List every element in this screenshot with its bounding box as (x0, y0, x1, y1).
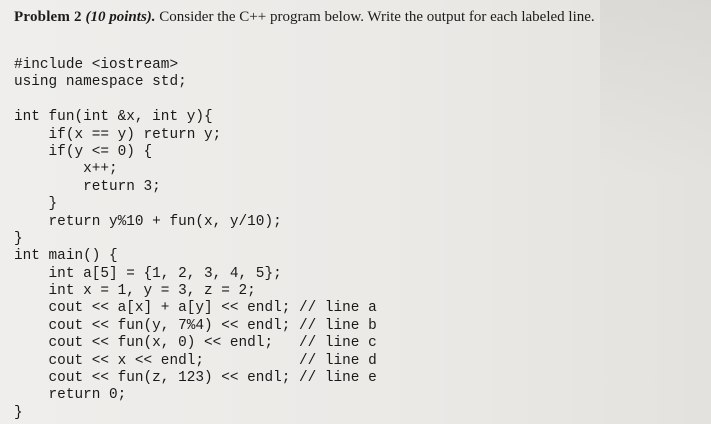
code-line-fun-increment: x++; (14, 161, 118, 178)
code-line-vars-decl: int x = 1, y = 3, z = 2; (14, 283, 256, 300)
code-line-fun-if-close: } (14, 196, 58, 213)
code-line-fun-close: } (14, 230, 23, 247)
code-line-c: cout << fun(x, 0) << endl; // line c (14, 335, 377, 352)
code-line-namespace: using namespace std; (14, 74, 187, 91)
code-line-main-signature: int main() { (14, 248, 118, 265)
code-line-array-decl: int a[5] = {1, 2, 3, 4, 5}; (14, 265, 282, 282)
code-line-fun-return-3: return 3; (14, 178, 161, 195)
code-line-include: #include <iostream> (14, 57, 179, 73)
code-line-fun-if-nonpositive: if(y <= 0) { (14, 143, 153, 160)
code-line-e: cout << fun(z, 123) << endl; // line e (14, 370, 377, 387)
code-block (14, 57, 377, 422)
code-line-return-0: return 0; (14, 387, 127, 404)
code-line-a: cout << a[x] + a[y] << endl; // line a (14, 300, 377, 317)
code-line-blank (14, 92, 377, 109)
code-line-d: cout << x << endl; // line d (14, 352, 377, 369)
problem-label: Problem 2 (14, 9, 82, 25)
code-line-fun-return-recursive: return y%10 + fun(x, y/10); (14, 213, 282, 230)
code-line-main-close: } (14, 404, 23, 421)
problem-points: (10 points). (85, 9, 156, 25)
code-line-fun-signature: int fun(int &x, int y){ (14, 109, 213, 126)
bleed-through-shadow (600, 0, 711, 180)
code-line-fun-if-equal: if(x == y) return y; (14, 126, 222, 143)
problem-statement (14, 8, 614, 26)
code-line-b: cout << fun(y, 7%4) << endl; // line b (14, 317, 377, 334)
problem-text: Consider the C++ program below. Write the output for each labeled line. (159, 9, 595, 25)
